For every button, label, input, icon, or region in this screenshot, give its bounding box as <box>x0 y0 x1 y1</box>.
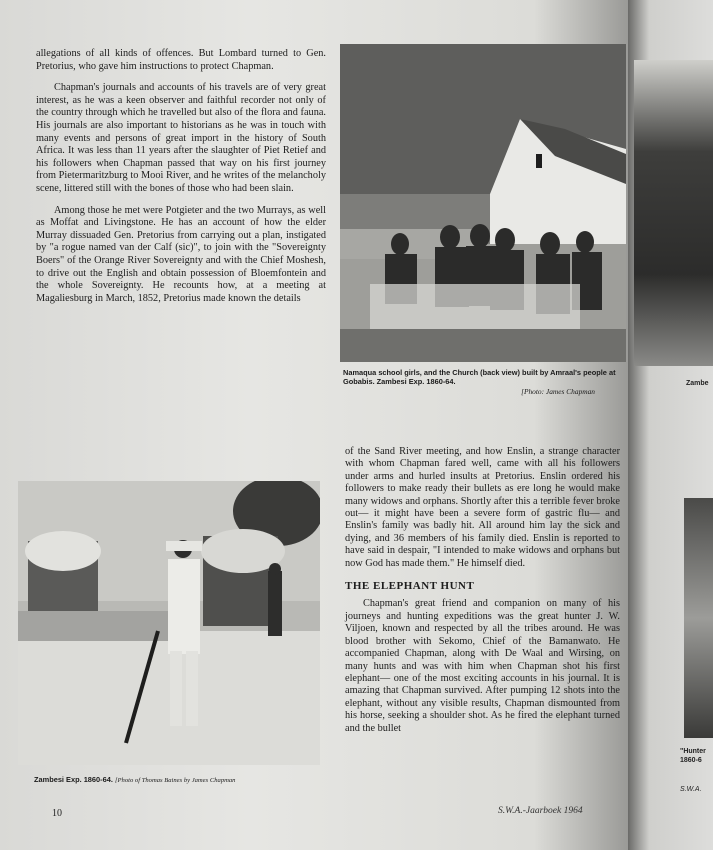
photo-bottom-caption-text: Zambesi Exp. 1860-64. <box>34 775 113 784</box>
facing-photo-2 <box>684 498 713 738</box>
facing-caption-1: Zambe <box>686 380 709 387</box>
facing-page-edge <box>628 0 713 850</box>
paragraph-4: of the Sand River meeting, and how Enslin, a strange character with whom Chapman fared well, came with all his followers under arms and hurled insults at Pretorius. Enslin ordered his followers to make ready their bullets as ere long he would make many widows and orphans. Shortly after this a terrible fever broke out— it might have been a severe form of gastric flu— and Enslin's family was badly hit. All around him lay the sick and dying, and 36 members of his family died. Enslin is reported to have said in despair, "I intended to make widows and orphans but now God has made them." He himself died. <box>345 446 620 569</box>
facing-caption-2: "Hunter <box>680 748 706 755</box>
paragraph-3: Among those he met were Potgieter and the two Murrays, as well as Moffat and Livingstone. He has an account of how the elder Murray dissuaded Gen. Pretorius from carrying out a plan, instigated by "a rogue named van der Calf (sic)", to join with the "Sovereignty Boers" of the Orange River Sovereignty and with the Chief Moshesh, to drive out the English and obtain possession of Bloemfontein and the whole Sovereignty. He recounts how, at a meeting at Magaliesburg in March, 1852, Pretorius made known the details <box>36 204 326 304</box>
photo-top-caption <box>343 368 625 396</box>
running-title: S.W.A.-Jaarboek 1964 <box>498 806 583 816</box>
facing-photo-1 <box>634 60 713 366</box>
photo-namaqua-church <box>340 44 626 362</box>
photo-top-caption-text: Namaqua school girls, and the Church (back view) built by Amraal's people at Gobabis. Zambesi Exp. 1860-64. <box>343 368 616 387</box>
paragraph-1: allegations of all kinds of offences. But Lombard turned to Gen. Pretorius, who gave him instructions to protect Chapman. <box>36 48 326 72</box>
photo-bottom-caption <box>34 775 334 785</box>
page-number: 10 <box>52 808 62 819</box>
facing-caption-3: 1860-6 <box>680 757 702 764</box>
photo-illustration <box>340 44 626 362</box>
section-heading: THE ELEPHANT HUNT <box>345 580 475 593</box>
photo-bottom-credit: [Photo of Thomas Baines by James Chapman <box>114 777 236 784</box>
paragraph-2: Chapman's journals and accounts of his travels are of very great interest, as he was a keen observer and faithful recorder not only of the country through which he travelled but also of the flora and fauna. His journals are also important to historians as he was in touch with many events and persons of great import in the history of South Africa. It was less than 11 years after the slaughter of Piet Retief and his followers when Chapman passed that way on his first journey from Pietermaritzburg to Mooi River, and he writes of the melancholy scene, littered still with the bones of those who had been slain. <box>36 82 326 194</box>
photo-illustration <box>18 481 320 765</box>
facing-running-title: S.W.A. <box>680 786 702 793</box>
photo-thomas-baines <box>18 481 320 765</box>
paragraph-5: Chapman's great friend and companion on many of his journeys and hunting expeditions was the great hunter J. W. Viljoen, known and respected by all the tribes around. He was blood brother with Sekomo, Chief of the Bamanwato. He accompanied Chapman, along with De Waal and Wirsing, on many hunts and was with him when Chapman shot his first elephant— one of the most exciting accounts in his journal. It is amazing that Chapman survived. After pumping 12 shots into the elephant, without any visible results, Chapman dismounted from his horse, seeking a shoulder shot. As he fired the elephant turned and the bullet <box>345 598 620 734</box>
photo-top-credit: [Photo: James Chapman <box>521 386 595 396</box>
left-text-column <box>36 48 326 314</box>
right-text-column <box>345 446 620 745</box>
